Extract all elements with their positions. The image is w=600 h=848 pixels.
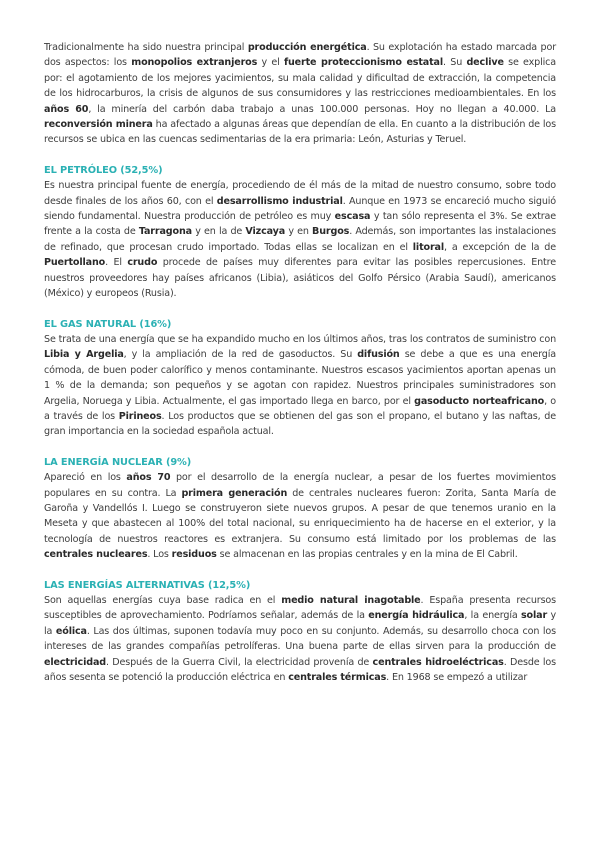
bold-term: desarrollismo industrial	[216, 195, 343, 207]
bold-term: Burgos	[312, 226, 350, 238]
document-page	[44, 40, 556, 685]
bold-term: gasoducto norteafricano	[414, 395, 545, 407]
bold-term: reconversión minera	[44, 119, 153, 131]
bold-term: monopolios extranjeros	[131, 57, 258, 69]
bold-term: litoral	[412, 241, 444, 253]
bold-term: centrales térmicas	[288, 672, 387, 684]
bold-term: Tarragona	[138, 226, 192, 238]
bold-term: eólica	[55, 625, 87, 637]
bold-term: Pirineos	[118, 410, 162, 422]
paragraph-energia-nuclear: Apareció en los años 70 por el desarrollo de la energía nuclear, a pesar de los fuertes movimientos populares en su contra. La primera generación de centrales nucleares fueron: Zorita, Santa María de Garoña y Vandellós I. Luego se construyeron siete nuevos grupos. A pesar de que tenemos uranio en la Meseta y que abastecen al 100% del total nacional, su enriquecimiento ha de hacerse en el exterior, y la tecnología de nuestros reactores es extranjera. Su consumo está limitado por los problemas de las centrales nucleares. Los residuos se almacenan en las propias centrales y en la mina de El Cabril.	[44, 472, 556, 561]
bold-term: medio natural inagotable	[281, 595, 421, 606]
bold-term: escasa	[334, 211, 371, 223]
bold-term: difusión	[357, 349, 400, 361]
heading-energia-nuclear: LA ENERGÍA NUCLEAR (9%)	[44, 456, 192, 468]
heading-petroleo: EL PETRÓLEO (52,5%)	[44, 164, 163, 176]
bold-term: centrales nucleares	[44, 549, 148, 561]
bold-term: crudo	[127, 257, 158, 269]
paragraph-energias-alternativas: Son aquellas energías cuya base radica en el medio natural inagotable. España presenta recursos susceptibles de aprovechamiento. Podríamos señalar, además de la energía hidráulica, la energía solar y la eólica. Las dos últimas, suponen todavía muy poco en su conjunto. Además, su desarrollo choca con los intereses de las grandes compañías petrolíferas. Una buena parte de ellas sirven para la producción de electricidad. Después de la Guerra Civil, la electricidad provenía de centrales hidroeléctricas. Desde los años sesenta se potenció la producción eléctrica en centrales térmicas. En 1968 se empezó a utilizar	[44, 595, 556, 684]
paragraph-gas-natural: Se trata de una energía que se ha expandido mucho en los últimos años, tras los contratos de suministro con Libia y Argelia, y la ampliación de la red de gasoductos. Su difusión se debe a que es una energía cómoda, de buen poder calorífico y menos contaminante. Nuestros escasos yacimientos aportan apenas un 1 % de la demanda; son pequeños y se agotan con rapidez. Nuestros principales suministradores son Argelia, Noruega y Libia. Actualmente, el gas importado llega en barco, por el gasoducto norteafricano, o a través de los Pirineos. Los productos que se obtienen del gas son el propano, el butano y las naftas, de gran importancia en la sociedad española actual.	[44, 333, 556, 438]
bold-term: Vizcaya	[245, 226, 286, 238]
bold-term: solar	[521, 610, 548, 622]
bold-term: años 60	[44, 103, 89, 115]
bold-term: centrales hidroeléctricas	[372, 656, 504, 668]
bold-term: electricidad	[44, 656, 106, 668]
bold-term: residuos	[171, 549, 217, 561]
heading-gas-natural: EL GAS NATURAL (16%)	[44, 318, 172, 330]
bold-term: primera generación	[181, 487, 288, 499]
bold-term: producción energética	[247, 42, 367, 53]
paragraph-carbon: Tradicionalmente ha sido nuestra principal producción energética. Su explotación ha estado marcada por dos aspectos: los monopolios extranjeros y el fuerte proteccionismo estatal. Su declive se explica por: el agotamiento de los mejores yacimientos, su mala calidad y dificultad de extracción, la competencia de los hidrocarburos, la crisis de algunos de sus consumidores y las restricciones medioambientales. En los años 60, la minería del carbón daba trabajo a unas 100.000 personas. Hoy no llegan a 40.000. La reconversión minera ha afectado a algunas áreas que dependían de ella. En cuanto a la distribución de los recursos se ubica en las cuencas sedimentarias de la era primaria: León, Asturias y Teruel.	[44, 42, 557, 146]
heading-energias-alternativas: LAS ENERGÍAS ALTERNATIVAS (12,5%)	[44, 579, 251, 591]
bold-term: energía hidráulica	[368, 610, 465, 622]
bold-term: Puertollano	[44, 257, 106, 269]
bold-term: declive	[466, 57, 504, 69]
bold-term: Libia y Argelia	[44, 349, 124, 361]
bold-term: años 70	[126, 472, 171, 484]
bold-term: fuerte proteccionismo estatal	[283, 57, 444, 69]
paragraph-petroleo: Es nuestra principal fuente de energía, procediendo de él más de la mitad de nuestro consumo, sobre todo desde finales de los años 60, con el desarrollismo industrial. Aunque en 1973 se encareció mucho siguió siendo fundamental. Nuestra producción de petróleo es muy escasa y tan sólo representa el 3%. Se extrae frente a la costa de Tarragona y en la de Vizcaya y en Burgos. Además, son importantes las instalaciones de refinado, que procesan crudo importado. Todas ellas se localizan en el litoral, a excepción de la de Puertollano. El crudo procede de países muy diferentes para evitar las posibles repercusiones. Entre nuestros proveedores hay países africanos (Libia), asiáticos del Golfo Pérsico (Arabia Saudí), americanos (México) y europeos (Rusia).	[44, 180, 557, 300]
